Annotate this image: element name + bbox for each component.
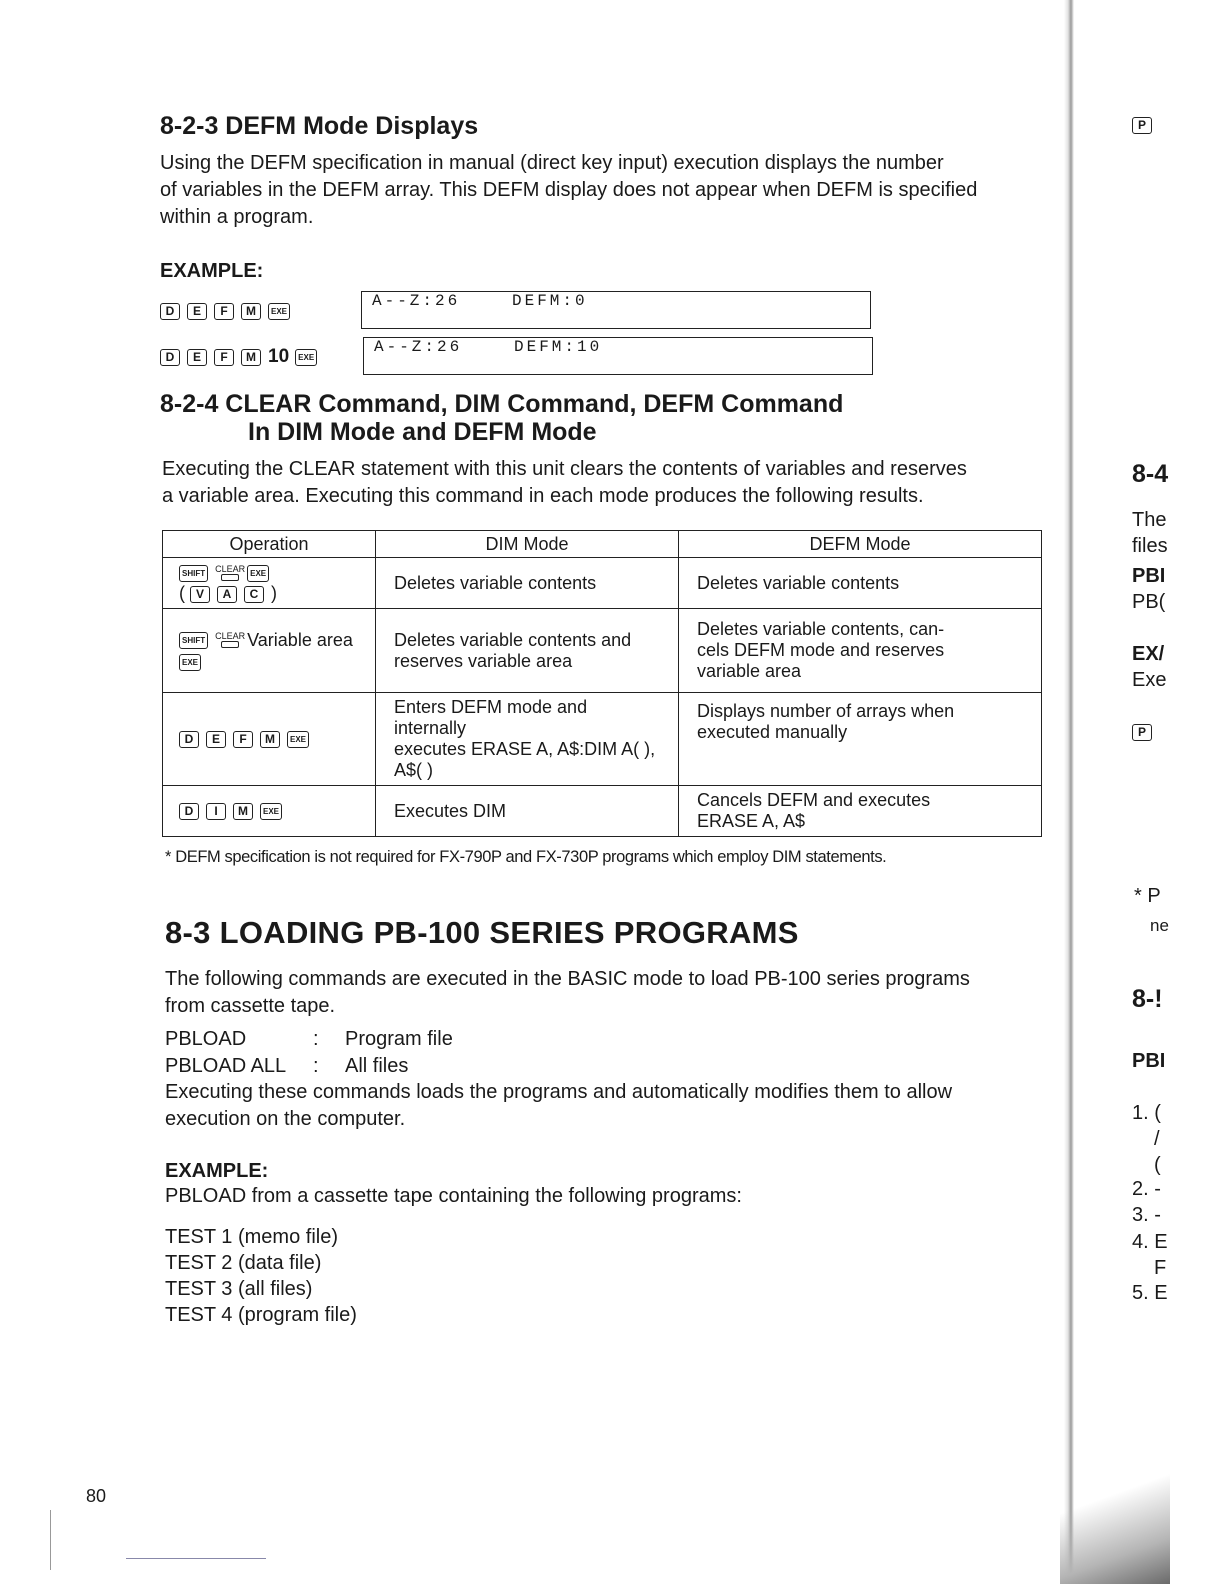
para-line: within a program.	[160, 206, 314, 228]
key-d: D	[160, 303, 180, 320]
header-operation: Operation	[163, 531, 376, 558]
command-name: PBLOAD ALL	[165, 1055, 287, 1077]
key-exe: EXE	[247, 565, 269, 582]
operation-cell	[163, 786, 376, 837]
next-page-text: * P	[1134, 885, 1161, 907]
command-desc: Program file	[345, 1028, 453, 1050]
key-a: A	[217, 586, 237, 603]
lcd-text-left: A--Z:26	[374, 338, 463, 356]
key-m: M	[241, 349, 261, 366]
clear-key-label: CLEAR	[215, 565, 245, 581]
key-i: I	[206, 803, 226, 820]
command-row	[165, 1026, 453, 1053]
next-page-text: ne	[1150, 916, 1169, 935]
next-page-text: Exe	[1132, 669, 1167, 691]
table-row	[163, 693, 1042, 786]
defm-mode-cell: Deletes variable contents	[679, 558, 1042, 609]
table-row	[163, 786, 1042, 837]
key-m: M	[241, 303, 261, 320]
next-page-text: The	[1132, 509, 1167, 531]
next-page-text: files	[1132, 535, 1168, 557]
key-exe: EXE	[295, 349, 317, 366]
bottom-rule	[126, 1558, 266, 1559]
key-e: E	[187, 303, 207, 320]
command-list	[165, 1026, 453, 1080]
list-item: TEST 2 (data file)	[165, 1252, 322, 1274]
para-line: Executing these commands loads the programs and automatically modifies them to allow	[165, 1081, 953, 1103]
variable-area-text: Variable area	[247, 629, 353, 650]
para-line: execution on the computer.	[165, 1108, 406, 1130]
key-f: F	[214, 303, 234, 320]
program-list	[165, 1224, 357, 1328]
section-heading-83: 8-3 LOADING PB-100 SERIES PROGRAMS	[165, 915, 799, 950]
key-p: P	[1132, 117, 1152, 134]
list-item: TEST 4 (program file)	[165, 1304, 357, 1326]
example-keys-row-1	[160, 303, 297, 321]
dim-mode-cell: Enters DEFM mode and internally executes ERASE A, A$:DIM A( ), A$( )	[376, 693, 679, 786]
lcd-text-right: DEFM:0	[512, 292, 588, 310]
lcd-text-right: DEFM:10	[514, 338, 603, 356]
list-item: TEST 1 (memo file)	[165, 1226, 338, 1248]
example-label-2: EXAMPLE:	[165, 1160, 269, 1182]
command-row	[165, 1053, 453, 1080]
dim-mode-cell: Deletes variable contents	[376, 558, 679, 609]
section-823-paragraph	[160, 150, 1060, 231]
key-c: C	[244, 586, 264, 603]
key-e: E	[206, 731, 226, 748]
example-text: PBLOAD from a cassette tape containing the following programs:	[165, 1185, 742, 1207]
para-line: a variable area. Executing this command in each mode produces the following results.	[162, 485, 924, 507]
example-label: EXAMPLE:	[160, 260, 264, 282]
next-page-strip	[1060, 0, 1224, 1584]
para-line: The following commands are executed in the BASIC mode to load PB-100 series programs	[165, 968, 970, 990]
dim-mode-cell: Deletes variable contents and reserves variable area	[376, 609, 679, 693]
defm-mode-cell: Deletes variable contents, can- cels DEFM mode and reserves variable area	[679, 609, 1042, 693]
next-page-text: 8-4	[1132, 460, 1169, 488]
section-824-paragraph	[162, 456, 1062, 510]
operations-table	[162, 530, 1042, 837]
heading-line: 8-2-4 CLEAR Command, DIM Command, DEFM Command	[160, 390, 844, 418]
lcd-display-2	[363, 337, 873, 375]
table-header-row	[163, 531, 1042, 558]
next-page-text: 2. -	[1132, 1178, 1161, 1200]
para-line: Using the DEFM specification in manual (direct key input) execution displays the number	[160, 152, 944, 174]
key-f: F	[214, 349, 234, 366]
section-heading-823: 8-2-3 DEFM Mode Displays	[160, 112, 479, 140]
key-shift: SHIFT	[179, 565, 208, 582]
heading-line: In DIM Mode and DEFM Mode	[248, 418, 597, 446]
key-p: P	[1132, 724, 1152, 741]
page-number: 80	[86, 1486, 107, 1506]
operation-cell	[163, 693, 376, 786]
operation-cell	[163, 609, 376, 693]
key-d: D	[179, 731, 199, 748]
next-page-text: 3. -	[1132, 1204, 1161, 1226]
example-keys-row-2	[160, 346, 324, 368]
dim-mode-cell: Executes DIM	[376, 786, 679, 837]
command-desc: All files	[345, 1055, 409, 1077]
next-page-text: 8-!	[1132, 985, 1163, 1013]
next-page-text: 4. E	[1132, 1231, 1168, 1253]
defm-mode-cell: Displays number of arrays when executed manually	[679, 693, 1042, 786]
page-curl-shadow	[1060, 1440, 1170, 1584]
next-page-text: /	[1154, 1128, 1160, 1150]
next-page-text: 1. (	[1132, 1102, 1161, 1124]
command-sep: :	[313, 1055, 319, 1077]
para-line: from cassette tape.	[165, 995, 336, 1017]
key-exe: EXE	[268, 303, 290, 320]
key-d: D	[179, 803, 199, 820]
next-page-text: (	[1154, 1154, 1161, 1176]
section-83-paragraph-2	[165, 1079, 1065, 1133]
section-83-paragraph	[165, 966, 1065, 1020]
command-sep: :	[313, 1028, 319, 1050]
key-m: M	[260, 731, 280, 748]
key-m: M	[233, 803, 253, 820]
key-d: D	[160, 349, 180, 366]
key-exe: EXE	[260, 803, 282, 820]
lcd-display-1	[361, 291, 871, 329]
key-shift: SHIFT	[179, 632, 208, 649]
lcd-text-left: A--Z:26	[372, 292, 461, 310]
next-page-text: F	[1154, 1257, 1167, 1279]
example-number: 10	[268, 346, 290, 367]
table-row	[163, 609, 1042, 693]
key-exe: EXE	[179, 654, 201, 671]
margin-line	[50, 1510, 51, 1570]
next-page-text: PB(	[1132, 591, 1166, 613]
operation-cell: SHIFT CLEAR EXE ( V A C )	[163, 558, 376, 609]
next-page-text: PBI	[1132, 565, 1166, 587]
section-heading-824	[160, 390, 843, 446]
next-page-text: EX/	[1132, 643, 1165, 665]
defm-mode-cell: Cancels DEFM and executes ERASE A, A$	[679, 786, 1042, 837]
para-line: Executing the CLEAR statement with this unit clears the contents of variables and reserves	[162, 458, 967, 480]
clear-key-label: CLEAR	[215, 632, 245, 648]
table-row	[163, 558, 1042, 609]
next-page-text: 5. E	[1132, 1282, 1168, 1304]
header-dim-mode: DIM Mode	[376, 531, 679, 558]
header-defm-mode: DEFM Mode	[679, 531, 1042, 558]
para-line: of variables in the DEFM array. This DEFM display does not appear when DEFM is specified	[160, 179, 978, 201]
key-v: V	[190, 586, 210, 603]
footnote: * DEFM specification is not required for FX-790P and FX-730P programs which employ DIM statements.	[165, 848, 887, 866]
command-name: PBLOAD	[165, 1028, 247, 1050]
key-e: E	[187, 349, 207, 366]
key-f: F	[233, 731, 253, 748]
list-item: TEST 3 (all files)	[165, 1278, 313, 1300]
next-page-text: PBI	[1132, 1050, 1166, 1072]
key-exe: EXE	[287, 731, 309, 748]
